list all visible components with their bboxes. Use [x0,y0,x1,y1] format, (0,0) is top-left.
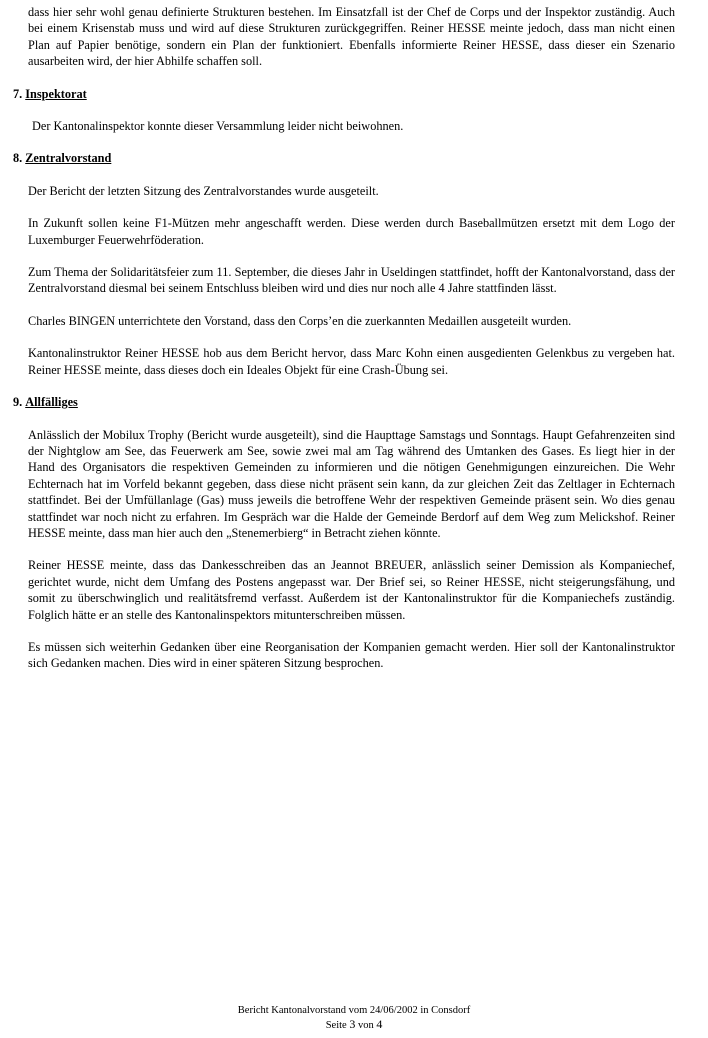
section-title: Inspektorat [25,86,87,101]
paragraph: Reiner HESSE meinte, dass das Dankesschreiben das an Jeannot BREUER, anlässlich seiner Demission als Kompaniechef, gerichtet wurde, nicht dem Umfang des Postens angepasst war. Der Brief sei, so Reiner HESSE, nicht steigerungsfähung, und somit zu überschwinglich und realitätsfremd verfasst. Außerdem ist der Kantonalinstruktor für die Kompaniechefs zuständig. Folglich hätte er an stelle des Kantonalinspektors mitunterschreiben müssen. [28,558,675,622]
paragraph: Charles BINGEN unterrichtete den Vorstand, dass den Corps’en die zuerkannten Medaillen ausgeteilt wurden. [28,313,572,328]
paragraph: Der Bericht der letzten Sitzung des Zentralvorstandes wurde ausgeteilt. [28,183,379,198]
section-zentralvorstand [13,150,675,378]
intro-paragraph: dass hier sehr wohl genau definierte Strukturen bestehen. Im Einsatzfall ist der Chef de Corps und der Inspektor zuständig. Auch bei einem Krisenstab muss und wird auf diese Strukturen zurückgegriffen. Reiner HESSE meinte jedoch, dass man nicht einen Plan auf Papier benötige, sondern ein Plan der funktioniert. Ebenfalls informierte Reiner HESSE, dass dieser ein Szenario ausarbeiten wird, der hier Abhilfe schaffen soll. [28,5,675,69]
section-number: 9. [13,395,23,410]
paragraph: Zum Thema der Solidaritätsfeier zum 11. September, die dieses Jahr in Useldingen stattfindet, hofft der Kantonalvorstand, dass der Zentralvorstand diesmal bei seinem Entschluss bleiben wird und dies nur noch alle 4 Jahre stattfinden lässt. [28,265,675,296]
page-of-label: von [357,1020,374,1031]
section-inspektorat [13,86,675,135]
page-label: Seite [325,1020,347,1031]
section-number: 8. [13,151,23,166]
paragraph: In Zukunft sollen keine F1-Mützen mehr angeschafft werden. Diese werden durch Baseballmützen ersetzt mit dem Logo der Luxemburger Feuerwehrföderation. [28,216,675,247]
footer-report-title: Bericht Kantonalvorstand vom 24/06/2002 in Consdorf [237,1005,471,1016]
section-title: Zentralvorstand [25,151,112,166]
paragraph: Es müssen sich weiterhin Gedanken über eine Reorganisation der Kompanien gemacht werden. Hier soll der Kantonalinstruktor sich Gedanken machen. Dies wird in einer späteren Sitzung besprochen. [28,639,675,671]
section-title: Allfälliges [25,395,78,410]
paragraph: Anlässlich der Mobilux Trophy (Bericht wurde ausgeteilt), sind die Haupttage Samstags und Sonntags. Haupt Gefahrenzeiten sind der Nightglow am See, das Feuerwerk am See, sowie zwei mal am Tag während des Umtanken des Gases. Es liegt hier in der Hand des Organisators die respektiven Gemeinden zu informieren und die nötigen Genehmigungen einzureichen. Die Wehr Echternach hat im Vorfeld bekannt gegeben, dass diese nicht präsent sein kann, da zur gleichen Zeit das Zeltlager in Echternach stattfindet. Bei der Umfüllanlage (Gas) muss jeweils die betroffene Wehr der respektiven Gemeinde präsent sein. Wo dies genau stattfindet war noch nicht zu erfahren. Im Gespräch war die Halde der Gemeinde Berdorf auf dem Weg zum Melickshof. Reiner HESSE meinte, dass man hier auch den „Stenemerbierg“ in Betracht ziehen könnte. [28,427,675,540]
paragraph: Kantonalinstruktor Reiner HESSE hob aus dem Bericht hervor, dass Marc Kohn einen ausgedienten Gelenkbus zu vergeben hat. Reiner HESSE meinte, dass dieses doch ein Ideales Objekt für eine Crash-Übung sei. [28,346,675,377]
section-number: 7. [13,86,23,101]
footer-page-number [0,1018,708,1032]
section-heading [13,86,675,102]
document-body [13,4,675,672]
total-pages: 4 [376,1017,383,1031]
section-heading [13,394,675,410]
section-allfaelliges [13,394,675,672]
current-page: 3 [349,1017,356,1031]
paragraph: Der Kantonalinspektor konnte dieser Versammlung leider nicht beiwohnen. [32,119,404,134]
section-heading [13,150,675,166]
